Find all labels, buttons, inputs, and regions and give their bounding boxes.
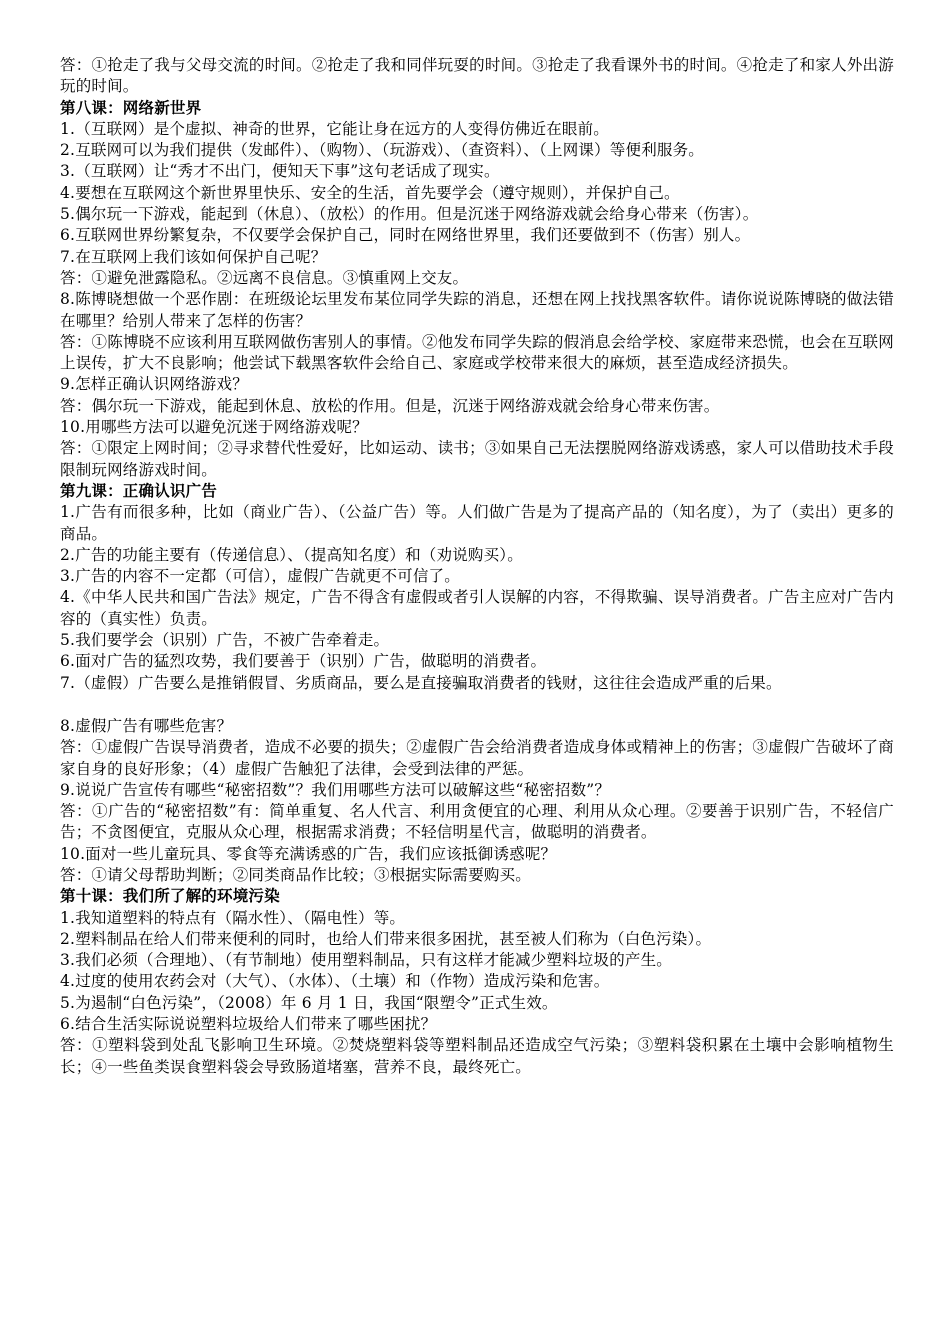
paragraph: 3.我们必须（合理地）、（有节制地）使用塑料制品，只有这样才能减少塑料垃圾的产生。 [60,951,672,970]
paragraph: 答：①虚假广告误导消费者，造成不必要的损失；②虚假广告会给消费者造成身体或精神上的伤害；③虚假广告破坏了商家自身的良好形象；（4）虚假广告触犯了法律，会受到法律的严惩。 [60,738,894,778]
paragraph: 4.要想在互联网这个新世界里快乐、安全的生活，首先要学会（遵守规则），并保护自己。 [60,183,680,202]
paragraph: 1.（互联网）是个虚拟、神奇的世界，它能让身在远方的人变得仿佛近在眼前。 [60,119,609,138]
paragraph: 5.为遏制“白色污染”，（2008）年 6 月 1 日，我国“限塑令”正式生效。 [60,993,558,1012]
paragraph: 9.怎样正确认识网络游戏？ [60,375,248,394]
paragraph: 2.互联网可以为我们提供（发邮件）、（购物）、（玩游戏）、（查资料）、（上网课）等便利服务。 [60,141,704,160]
paragraph: 6.结合生活实际说说塑料垃圾给人们带来了哪些困扰？ [60,1015,437,1034]
paragraph: 6.面对广告的猛烈攻势，我们要善于（识别）广告，做聪明的消费者。 [60,652,547,671]
paragraph: 4.过度的使用农药会对（大气）、（水体）、（土壤）和（作物）造成污染和危害。 [60,972,610,991]
paragraph: 5.我们要学会（识别）广告，不被广告牵着走。 [60,631,390,650]
paragraph: 答：①陈博晓不应该利用互联网做伤害别人的事情。②他发布同学失踪的假消息会给学校、家庭带来恐慌，也会在互联网上误传，扩大不良影响；他尝试下载黑客软件会给自己、家庭或学校带来很大的麻烦，甚至造成经济损失。 [60,332,894,373]
paragraph: 答：偶尔玩一下游戏，能起到休息、放松的作用。但是，沉迷于网络游戏就会给身心带来伤害。 [60,396,720,415]
section-heading-lesson-10: 第十课：我们所了解的环境污染 [60,887,280,906]
paragraph: 10.面对一些儿童玩具、零食等充满诱惑的广告，我们应该抵御诱惑呢？ [60,844,557,863]
paragraph: 2.广告的功能主要有（传递信息）、（提高知名度）和（劝说购买）。 [60,545,523,564]
paragraph: 7.在互联网上我们该如何保护自己呢？ [60,247,327,266]
paragraph: 7.（虚假）广告要么是推销假冒、劣质商品，要么是直接骗取消费者的钱财，这往往会造成严重的后果。 [60,673,782,692]
paragraph: 2.塑料制品在给人们带来便利的同时，也给人们带来很多困扰，甚至被人们称为（白色污染）。 [60,929,712,948]
blank-line [60,694,894,716]
paragraph: 3.（互联网）让“秀才不出门，便知天下事”这句老话成了现实。 [60,162,500,181]
paragraph: 10.用哪些方法可以避免沉迷于网络游戏呢？ [60,418,368,437]
paragraph: 4.《中华人民共和国广告法》规定，广告不得含有虚假或者引人误解的内容，不得欺骗、误导消费者。广告主应对广告内容的（真实性）负责。 [60,588,894,628]
paragraph: 答：①限定上网时间；②寻求替代性爱好，比如运动、读书；③如果自己无法摆脱网络游戏诱惑，家人可以借助技术手段限制玩网络游戏时间。 [60,439,894,479]
paragraph: 5.偶尔玩一下游戏，能起到（休息）、（放松）的作用。但是沉迷于网络游戏就会给身心带来（伤害）。 [60,205,759,224]
paragraph: 8.虚假广告有哪些危害？ [60,716,233,735]
paragraph: 6.互联网世界纷繁复杂，不仅要学会保护自己，同时在网络世界里，我们还要做到不（伤害）别人。 [60,226,751,245]
paragraph: 1.我知道塑料的特点有（隔水性）、（隔电性）等。 [60,908,406,927]
paragraph: 9.说说广告宣传有哪些“秘密招数”？我们用哪些方法可以破解这些“秘密招数”？ [60,780,611,799]
paragraph: 答：①广告的“秘密招数”有：简单重复、名人代言、利用贪便宜的心理、利用从众心理。②要善于识别广告，不轻信广告；不贪图便宜，克服从众心理，根据需求消费；不轻信明星代言，做聪明的消费者。 [60,802,894,842]
section-heading-lesson-8: 第八课：网络新世界 [60,98,202,117]
paragraph: 8.陈博晓想做一个恶作剧：在班级论坛里发布某位同学失踪的消息，还想在网上找找黑客软件。请你说说陈博晓的做法错在哪里？给别人带来了怎样的伤害？ [60,290,894,330]
paragraph: 3.广告的内容不一定都（可信），虚假广告就更不可信了。 [60,567,460,586]
section-heading-lesson-9: 第九课：正确认识广告 [60,481,218,500]
paragraph: 答：①请父母帮助判断；②同类商品作比较；③根据实际需要购买。 [60,865,532,884]
paragraph: 答：①避免泄露隐私。②远离不良信息。③慎重网上交友。 [60,268,469,287]
paragraph: 答：①塑料袋到处乱飞影响卫生环境。②焚烧塑料袋等塑料制品还造成空气污染；③塑料袋积累在土壤中会影响植物生长；④一些鱼类误食塑料袋会导致肠道堵塞，营养不良，最终死亡。 [60,1036,894,1076]
paragraph: 1.广告有而很多种，比如（商业广告）、（公益广告）等。人们做广告是为了提高产品的（知名度），为了（卖出）更多的商品。 [60,503,894,543]
paragraph: 答：①抢走了我与父母交流的时间。②抢走了我和同伴玩耍的时间。③抢走了我看课外书的时间。④抢走了和家人外出游玩的时间。 [60,56,894,96]
